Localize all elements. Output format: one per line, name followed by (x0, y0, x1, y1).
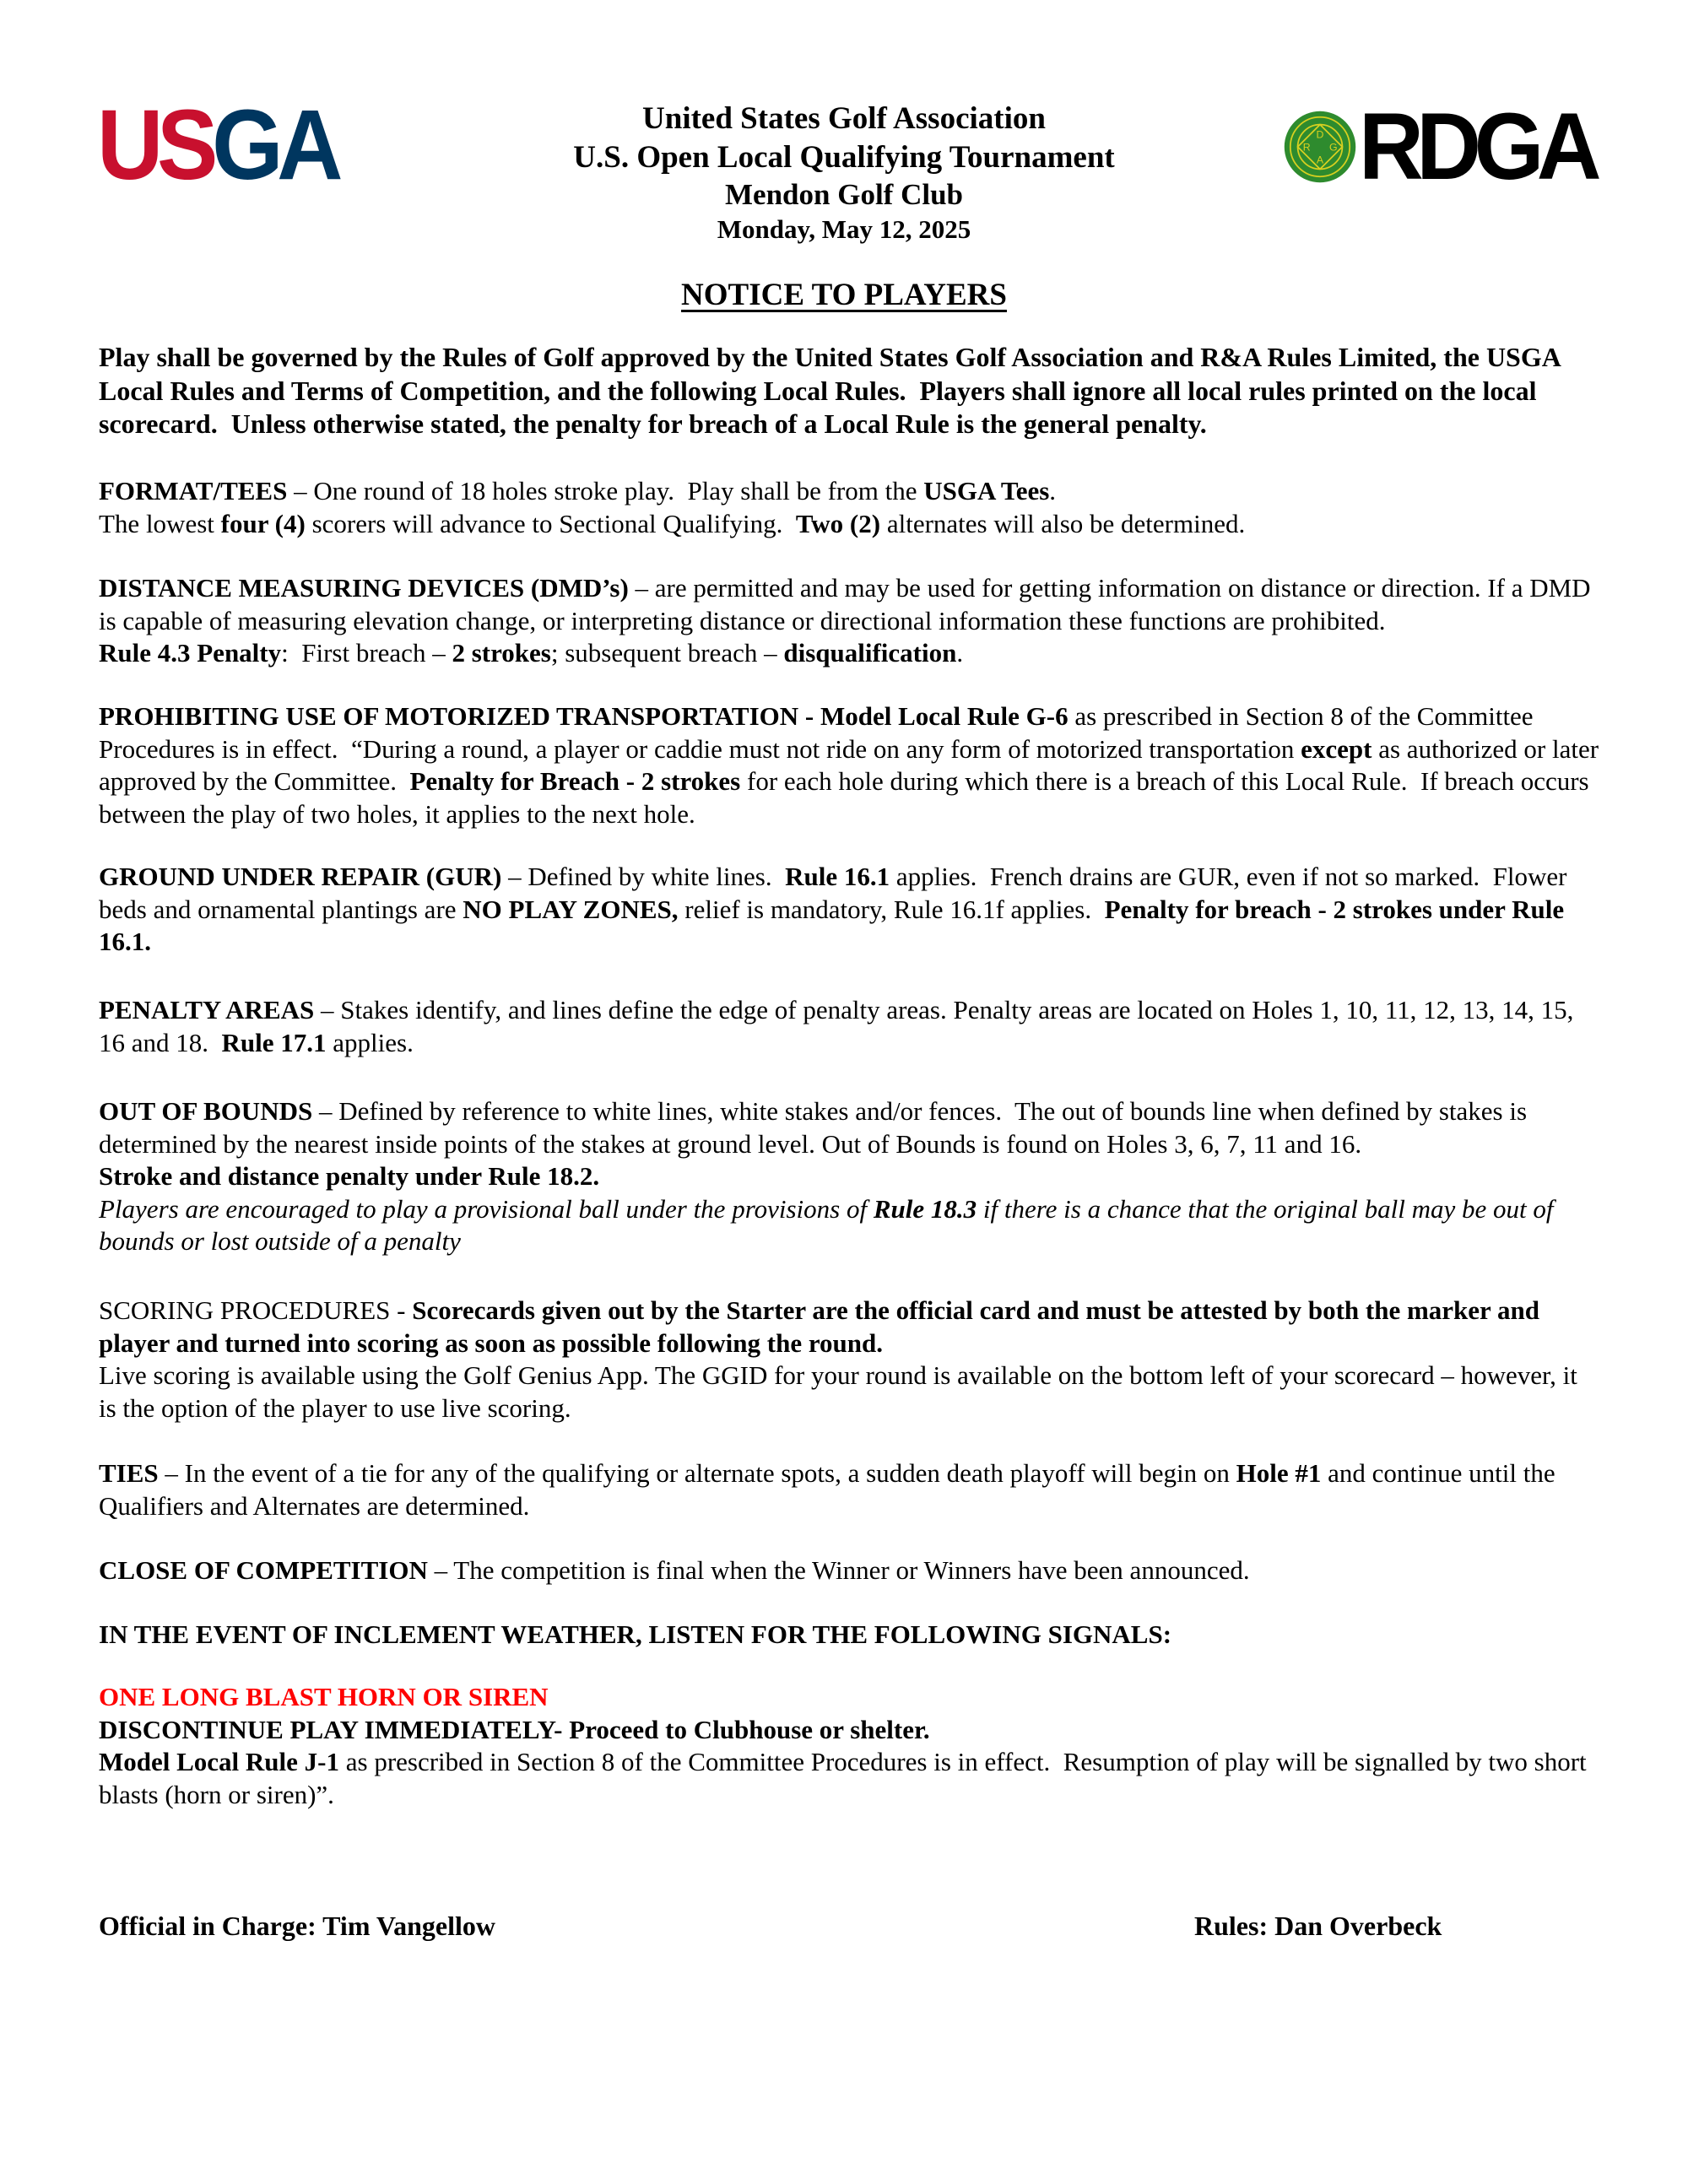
body-text: Players are encouraged to play a provisional ball under the provisions of (99, 1193, 874, 1224)
page-title: NOTICE TO PLAYERS (681, 278, 1007, 312)
body-text: as prescribed in Section 8 of the Committee Procedures is in effect. Resumption of play will be signalled by two short blasts (horn or siren)”. (99, 1747, 1593, 1809)
rules-official: Rules: Dan Overbeck (1194, 1911, 1442, 1941)
bold-text: IN THE EVENT OF INCLEMENT WEATHER, LISTEN FOR THE FOLLOWING SIGNALS: (99, 1619, 1172, 1649)
rdga-wordmark: RDGA (1359, 94, 1595, 199)
body-text: Live scoring is available using the Golf Genius App. The GGID for your round is available on the bottom left of your scorecard – however, it is the option of the player to use live scoring. (99, 1360, 1584, 1423)
bold-text: PENALTY AREAS (99, 995, 315, 1024)
body-text: – are permitted and may be used for getting information on distance or direction. If a DMD is capable of measuring elevation change, or interpreting distance or directional information these functions are prohibited. (99, 573, 1598, 635)
section-scoring-procedures (99, 1295, 1599, 1424)
bold-text: Model Local Rule J-1 (99, 1747, 339, 1776)
section-ground-under-repair (99, 861, 1599, 959)
body-text: Play shall be governed by the Rules of Golf approved by the United States Golf Association and R&A Rules Limited, the USGA Local Rules and Terms of Competition, and the following Local Rules. Players shall ignore all local rules printed on the local scorecard. Unless otherwise stated, the penalty for breach of a Local Rule is the general penalty. (99, 342, 1567, 439)
bold-text: TIES (99, 1458, 159, 1488)
section-ties (99, 1457, 1599, 1522)
bold-text: USGA Tees (923, 476, 1050, 505)
body-text: applies. (326, 1027, 414, 1057)
body-text: if there is a chance that the original ball may be out of bounds or lost outside of a penalty (99, 1193, 1561, 1256)
bold-text: GROUND UNDER REPAIR (GUR) (99, 862, 502, 891)
body-text: for each hole during which there is a breach of this Local Rule. If breach occurs between the play of two holes, it applies to the next hole. (99, 766, 1596, 829)
svg-text:R: R (1302, 141, 1311, 154)
signal-text: ONE LONG BLAST HORN OR SIREN (99, 1682, 549, 1711)
bold-text: Stroke and distance penalty under Rule 18.2. (99, 1161, 600, 1191)
body-text: – The competition is final when the Winner or Winners have been announced. (427, 1555, 1250, 1585)
body-text: The lowest (99, 508, 221, 538)
section-motorized-transportation (99, 700, 1605, 830)
section-inclement-weather (99, 1619, 1599, 1652)
bold-text: NO PLAY ZONES, (463, 894, 679, 924)
bold-text: Penalty for breach - 2 strokes under Rule 16.1. (99, 894, 1571, 956)
bold-text: except (1301, 733, 1372, 764)
bold-text: FORMAT/TEES (99, 476, 288, 505)
body-text: as prescribed in Section 8 of the Committee Procedures is in effect. “During a round, a player or caddie must not ride on any form of motorized transportation (99, 701, 1540, 764)
header-date: Monday, May 12, 2025 (717, 214, 971, 244)
bold-text: PROHIBITING USE OF MOTORIZED TRANSPORTATION - Model Local Rule G-6 (99, 701, 1069, 731)
header-tournament: U.S. Open Local Qualifying Tournament (573, 140, 1115, 175)
body-text: ; subsequent breach – (550, 638, 784, 668)
body-text: . (956, 638, 964, 668)
usga-logo: USGA (97, 89, 338, 201)
body-text: as authorized or later approved by the Committee. (99, 733, 1605, 796)
header-venue: Mendon Golf Club (725, 178, 963, 211)
bold-text: disqualification (783, 638, 957, 668)
body-text: – In the event of a tie for any of the qualifying or alternate spots, a sudden death playoff will begin on (158, 1458, 1236, 1488)
svg-text:D: D (1316, 128, 1324, 141)
section-intro (99, 341, 1599, 441)
bold-text: Scorecards given out by the Starter are the official card and must be attested by both the marker and player and turned into scoring as soon as possible following the round. (99, 1295, 1546, 1358)
bold-text: Rule 4.3 Penalty (99, 638, 282, 668)
rdga-seal-icon (1283, 110, 1357, 184)
bold-text: 2 strokes (452, 638, 551, 668)
body-text: – Defined by reference to white lines, white stakes and/or fences. The out of bounds line when defined by stakes is determined by the nearest inside points of the stakes at ground level. Out of Bounds is found on Holes 3, 6, 7, 11 and 16. (99, 1096, 1534, 1159)
svg-text:G: G (1329, 141, 1338, 154)
section-penalty-areas (99, 994, 1599, 1059)
bold-text: Rule 16.1 (785, 862, 890, 891)
body-text: – Stakes identify, and lines define the edge of penalty areas. Penalty areas are located on Holes 1, 10, 11, 12, 13, 14, 15, 16 and 18. (99, 995, 1581, 1057)
bold-text: CLOSE OF COMPETITION (99, 1555, 428, 1585)
body-text: – Defined by white lines. (501, 862, 786, 891)
bold-text: DISTANCE MEASURING DEVICES (DMD’s) (99, 573, 629, 603)
section-close-of-competition (99, 1554, 1599, 1587)
section-weather-signal (99, 1681, 1599, 1811)
official-in-charge: Official in Charge: Tim Vangellow (99, 1911, 495, 1941)
rdga-logo (1283, 94, 1607, 199)
bold-text: Rule 18.3 (873, 1193, 977, 1224)
body-text: and continue until the Qualifiers and Alternates are determined. (99, 1458, 1562, 1521)
bold-text: DISCONTINUE PLAY IMMEDIATELY- Proceed to Clubhouse or shelter. (99, 1714, 930, 1744)
body-text: scorers will advance to Sectional Qualifying. (305, 508, 796, 538)
body-text: applies. French drains are GUR, even if not so marked. Flower beds and ornamental plantings are (99, 862, 1574, 924)
svg-text:A: A (1316, 154, 1324, 166)
bold-text: Two (2) (795, 508, 881, 538)
bold-text: OUT OF BOUNDS (99, 1096, 313, 1126)
bold-text: Hole #1 (1236, 1458, 1322, 1488)
body-text: relief is mandatory, Rule 16.1f applies. (678, 894, 1105, 924)
bold-text: four (4) (220, 508, 306, 538)
body-text: alternates will also be determined. (880, 508, 1246, 538)
header-association: United States Golf Association (642, 101, 1046, 136)
body-text: SCORING PROCEDURES - (99, 1295, 413, 1325)
bold-text: Rule 17.1 (221, 1027, 327, 1057)
body-text: – One round of 18 holes stroke play. Play shall be from the (287, 476, 924, 505)
section-distance-measuring-devices (99, 572, 1599, 670)
bold-text: Penalty for Breach - 2 strokes (409, 766, 741, 796)
body-text: : First breach – (281, 638, 452, 668)
section-format-tees (99, 475, 1599, 540)
section-out-of-bounds (99, 1095, 1599, 1258)
body-text: . (1049, 476, 1057, 505)
